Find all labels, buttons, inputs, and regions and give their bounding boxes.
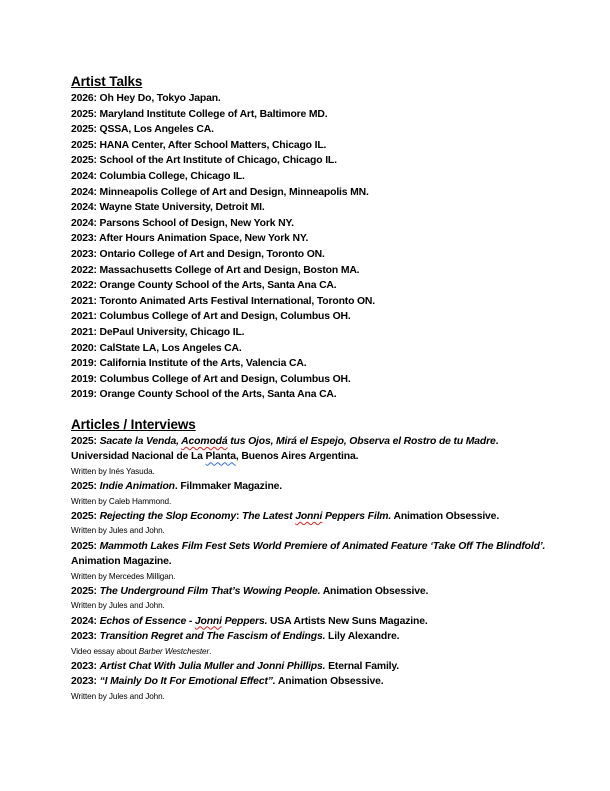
article-credit-part: Video essay about [71, 646, 139, 656]
article-title: Mammoth Lakes Film Fest Sets World Premiere of Animated Feature ‘Take Off The Blindfold’. [99, 540, 546, 552]
article-year: 2025: [71, 540, 97, 552]
talk-item: 2021: DePaul University, Chicago IL. [71, 326, 245, 338]
article-credit: Written by Jules and John. [71, 691, 165, 701]
article-title-part: Echos of Essence - [99, 615, 195, 627]
article-title-line [71, 674, 570, 690]
article-entry [71, 659, 570, 675]
article-entry [71, 479, 570, 508]
talk-item: 2019: Orange County School of the Arts, Santa Ana CA. [71, 389, 337, 401]
article-year: 2025: [71, 585, 97, 597]
article-title-part: tus Ojos, Mirá el Espejo, Observa el Rostro de tu Madre [227, 435, 496, 447]
article-title: “I Mainly Do It For Emotional Effect”. [99, 676, 276, 688]
article-title-part: Rejecting the Slop Economy [99, 510, 236, 522]
article-outlet: Animation Obsessive. [275, 676, 384, 688]
talk-item: 2023: After Hours Animation Space, New York NY. [71, 233, 309, 245]
article-title-part: Sacate la Venda, [99, 435, 182, 447]
article-credit [71, 645, 570, 659]
article-title-part: Acomodá [181, 435, 228, 447]
article-outlet-part: , Buenos Aires Argentina. [235, 451, 359, 463]
article-credit-part: Barber Westchester [138, 646, 210, 656]
article-title-part: Peppers. [221, 615, 268, 627]
article-title-line [71, 434, 570, 465]
article-credit: Written by Caleb Hammond. [71, 496, 172, 506]
article-entry [71, 509, 570, 538]
talk-item: 2019: California Institute of the Arts, Valencia CA. [71, 358, 307, 370]
talk-item: 2024: Minneapolis College of Art and Design, Minneapolis MN. [71, 186, 369, 198]
article-title-line [71, 584, 570, 600]
article-title: Artist Chat With Julia Muller and Jonni Phillips. [99, 660, 326, 672]
article-outlet: USA Artists New Suns Magazine. [267, 615, 428, 627]
talk-item: 2025: QSSA, Los Angeles CA. [71, 124, 214, 136]
article-title-line [71, 614, 570, 630]
article-outlet: Universidad Nacional de La [71, 451, 206, 463]
article-entry [71, 539, 570, 584]
article-outlet: Animation Magazine. [71, 556, 172, 568]
artist-talks-heading: Artist Talks [71, 74, 143, 89]
article-title-line [71, 629, 570, 645]
talk-item: 2024: Wayne State University, Detroit MI. [71, 202, 265, 214]
article-year: 2024: [71, 615, 97, 627]
article-outlet: Animation Obsessive. [320, 585, 429, 597]
article-title: Transition Regret and The Fascism of Endings. [99, 631, 326, 643]
article-credit: Written by Jules and John. [71, 601, 165, 611]
article-entry [71, 434, 570, 479]
talk-item: 2022: Massachusetts College of Art and Design, Boston MA. [71, 264, 360, 276]
article-title [100, 616, 268, 627]
article-outlet: Eternal Family. [325, 660, 400, 672]
article-title: The Underground Film That’s Wowing People. [99, 585, 321, 597]
article-separator: . [495, 435, 499, 447]
talk-item: 2024: Columbia College, Chicago IL. [71, 170, 245, 182]
talk-item: 2021: Columbus College of Art and Design, Columbus OH. [71, 311, 351, 323]
article-title-line [71, 539, 570, 570]
talk-item: 2025: HANA Center, After School Matters, Chicago IL. [71, 139, 327, 151]
article-title [100, 511, 236, 522]
talk-item: 2026: Oh Hey Do, Tokyo Japan. [71, 93, 221, 104]
article-title-part: The Latest [239, 510, 296, 522]
talk-item: 2025: School of the Art Institute of Chicago, Chicago IL. [71, 155, 337, 167]
article-outlet: Lily Alexandre. [325, 631, 400, 643]
article-year: 2023: [71, 676, 97, 688]
article-outlet-part: Planta [205, 451, 236, 463]
talk-item: 2025: Maryland Institute College of Art, Baltimore MD. [71, 108, 328, 120]
article-title: Indie Animation [99, 481, 175, 493]
article-title-part: Jonni [194, 615, 222, 627]
article-year: 2025: [71, 435, 97, 447]
article-year: 2025: [71, 510, 97, 522]
article-credit: Written by Jules and John. [71, 526, 165, 536]
article-outlet: Animation Obsessive. [391, 510, 500, 522]
article-title-part: Peppers Film. [322, 510, 392, 522]
talk-item: 2020: CalState LA, Los Angeles CA. [71, 342, 242, 354]
talk-item: 2023: Ontario College of Art and Design, Toronto ON. [71, 248, 325, 260]
article-entry [71, 674, 570, 703]
article-year: 2023: [71, 631, 97, 643]
article-title-line [71, 659, 570, 675]
article-year: 2025: [71, 481, 97, 493]
article-title-part: : [235, 510, 240, 522]
article-entry [71, 629, 570, 658]
talk-item: 2021: Toronto Animated Arts Festival International, Toronto ON. [71, 295, 376, 307]
article-entry [71, 614, 570, 630]
article-entry [71, 584, 570, 613]
articles-heading: Articles / Interviews [71, 416, 196, 432]
article-credit: Written by Mercedes Milligan. [71, 571, 176, 581]
article-outlet: . Filmmaker Magazine. [174, 481, 283, 493]
artist-talks-list [71, 91, 570, 403]
talk-item: 2024: Parsons School of Design, New York NY. [71, 217, 294, 229]
article-credit: Written by Inés Yasuda. [71, 467, 155, 477]
article-title-part: Jonni [295, 510, 323, 522]
article-title-line [71, 479, 570, 495]
article-title [100, 436, 496, 447]
articles-list [71, 434, 570, 704]
article-title-rest [239, 511, 391, 522]
article-credit-part: . [209, 646, 212, 656]
article-year: 2023: [71, 660, 97, 672]
talk-item: 2019: Columbus College of Art and Design, Columbus OH. [71, 373, 351, 385]
talk-item: 2022: Orange County School of the Arts, Santa Ana CA. [71, 280, 337, 292]
article-title-line [71, 509, 570, 525]
